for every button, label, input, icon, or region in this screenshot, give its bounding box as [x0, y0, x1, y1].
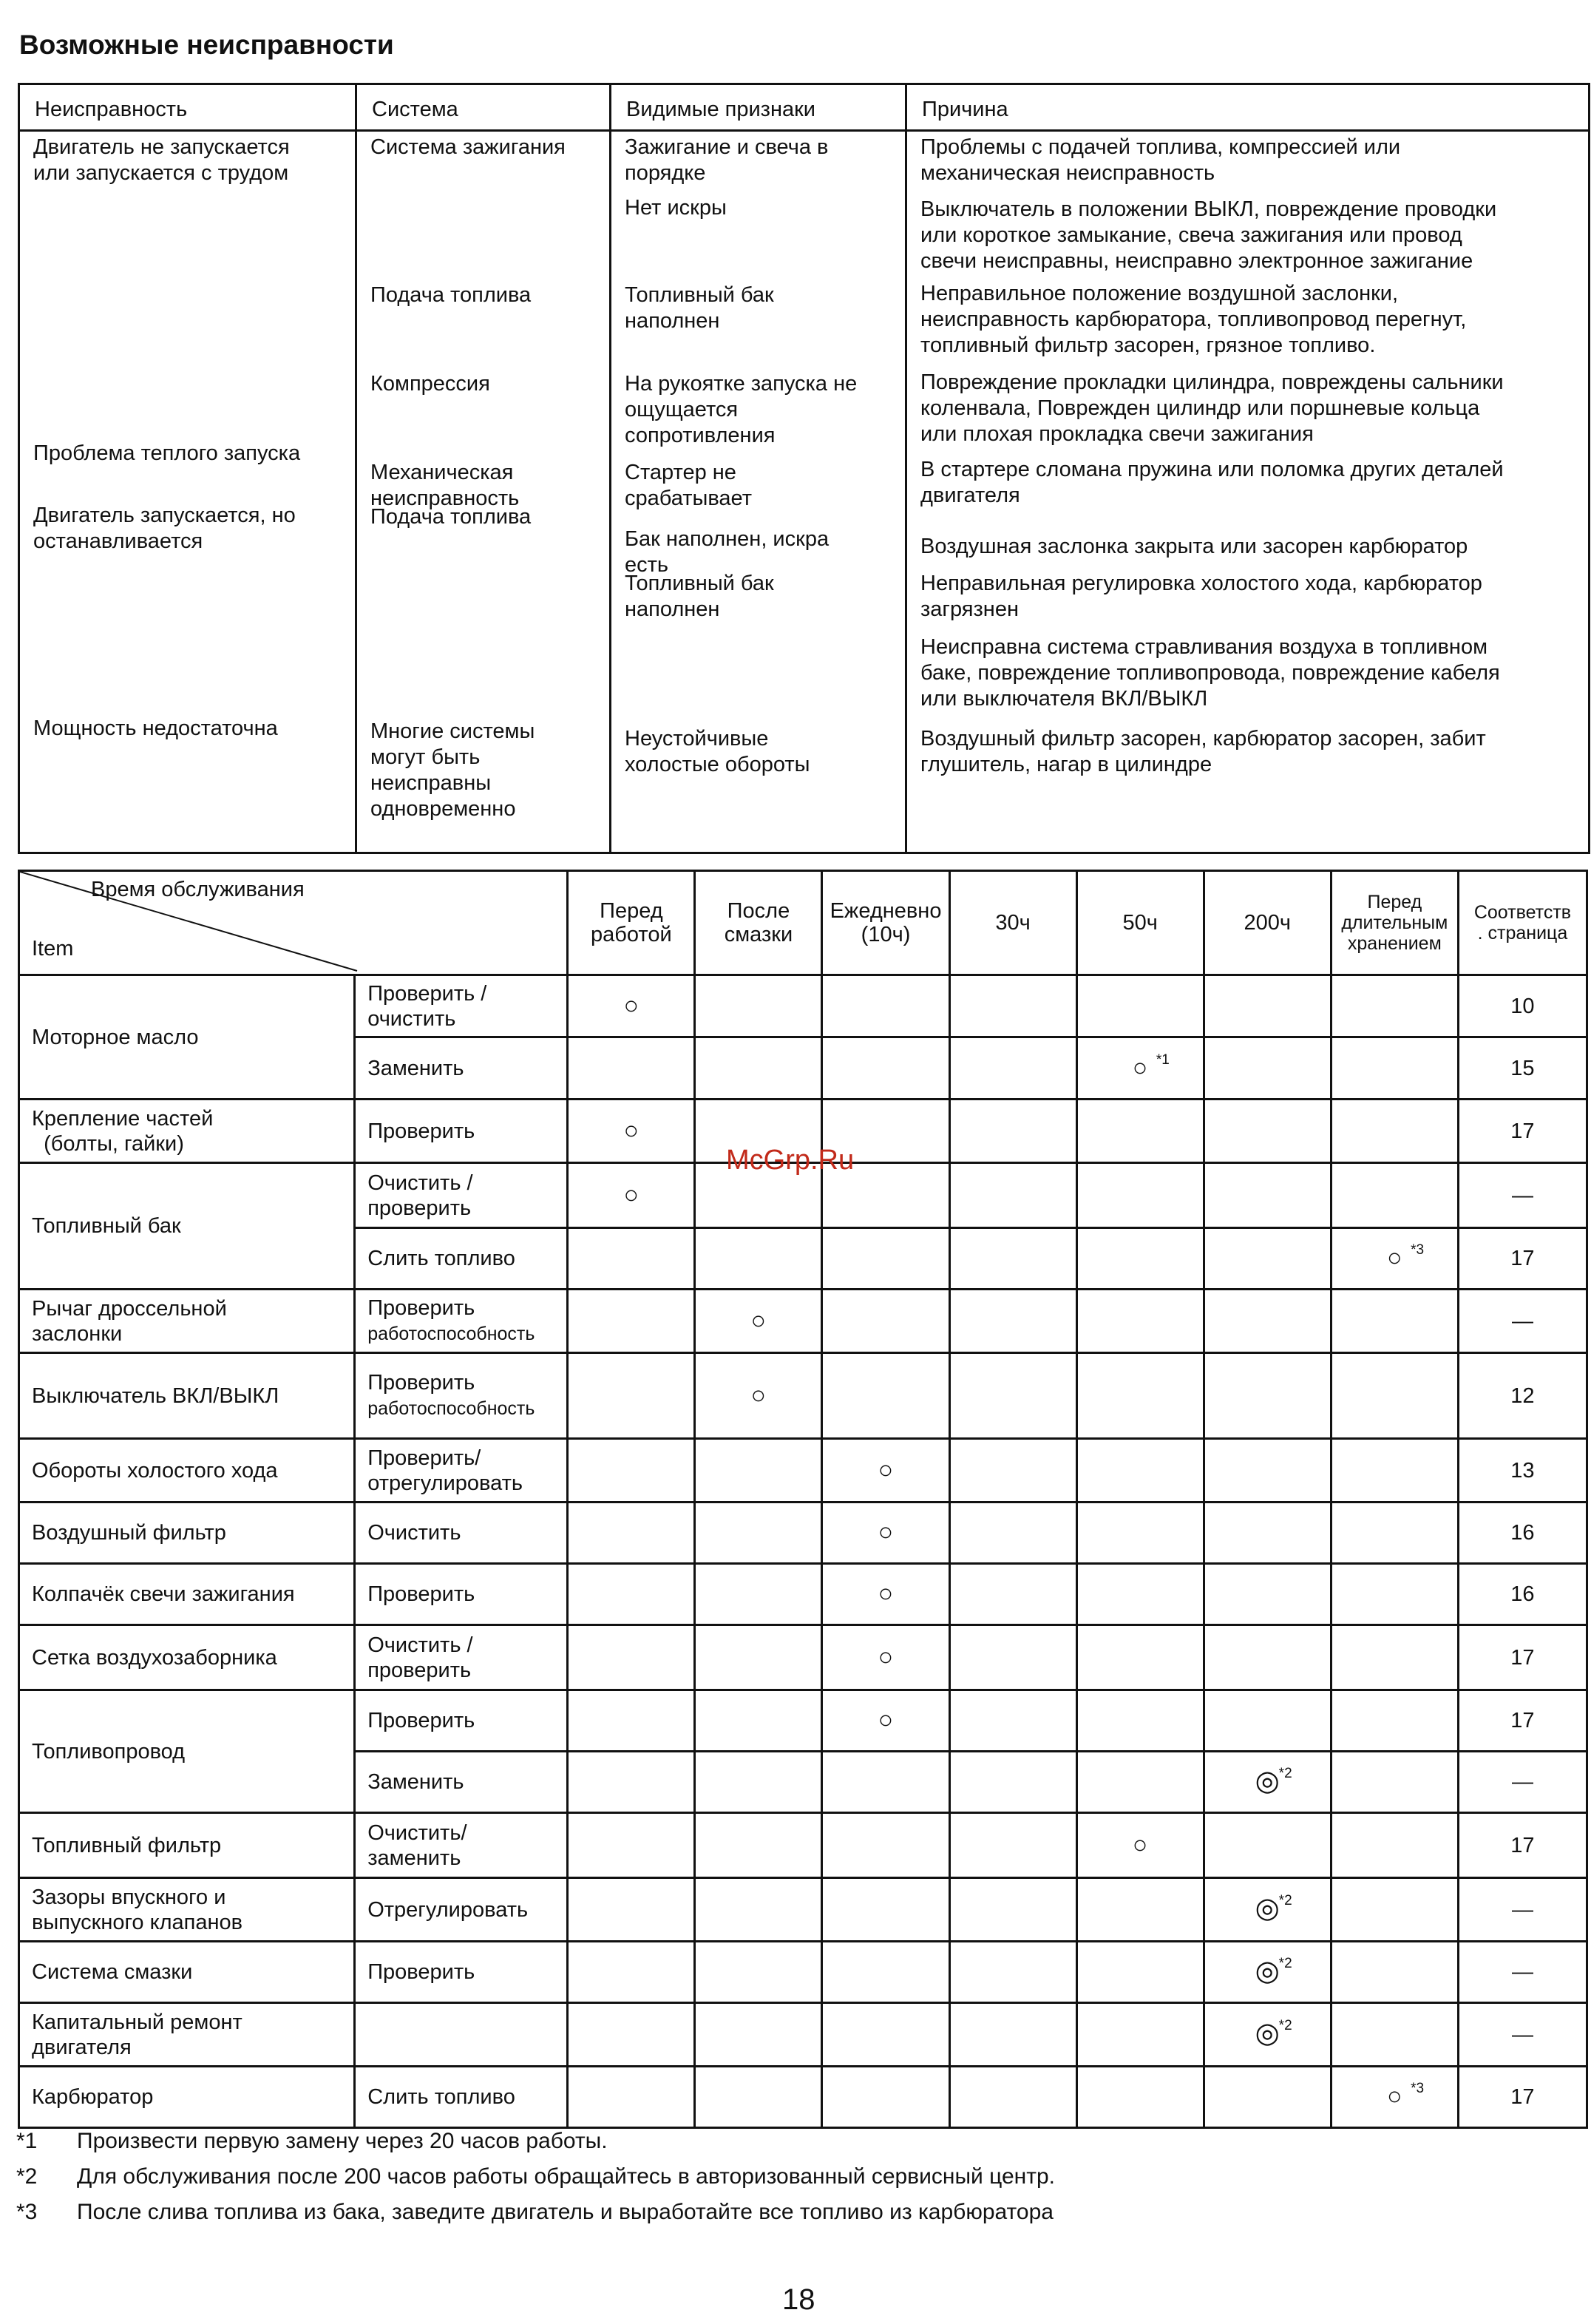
schedule-cell	[1076, 1878, 1204, 1942]
schedule-cell	[1204, 1353, 1331, 1439]
circle-mark: ○	[623, 991, 640, 1020]
schedule-cell	[822, 1564, 949, 1625]
page-title: Возможные неисправности	[19, 30, 394, 60]
schedule-cell	[568, 1037, 695, 1100]
action-cell: Проверить / очистить	[355, 975, 568, 1037]
footnote-key: *1	[16, 2129, 38, 2153]
trouble-entry: Проблема теплого запуска	[33, 441, 301, 465]
schedule-cell	[1331, 1037, 1458, 1100]
header-system: Система	[356, 84, 611, 131]
schedule-cell	[822, 975, 949, 1037]
schedule-cell	[949, 1439, 1076, 1503]
circle-mark: ○	[750, 1306, 767, 1335]
schedule-cell	[949, 1752, 1076, 1813]
action-cell: Проверить	[355, 1564, 568, 1625]
action-cell: Очистить / проверить	[355, 1625, 568, 1690]
schedule-cell	[1076, 1228, 1204, 1290]
trouble-entry: Механическая неисправность	[370, 461, 520, 510]
schedule-cell	[1331, 1813, 1458, 1878]
table-row	[19, 1942, 1587, 2003]
trouble-entry: Повреждение прокладки цилиндра, повреждены сальники коленвала, Поврежден цилиндр или поршневые кольца или плохая прокладка свечи зажигания	[920, 370, 1504, 446]
circle-mark: ○ *3	[1387, 2081, 1425, 2110]
footnote	[16, 2195, 1055, 2230]
trouble-entry: Проблемы с подачей топлива, компрессией или механическая неисправность	[920, 135, 1401, 185]
schedule-cell	[1331, 1878, 1458, 1942]
schedule-cell	[822, 1942, 949, 2003]
schedule-cell	[568, 1942, 695, 2003]
schedule-cell	[1204, 2003, 1331, 2067]
col-50h: 50ч	[1076, 871, 1204, 975]
schedule-cell	[949, 1813, 1076, 1878]
maintenance-table	[18, 870, 1588, 2129]
table-row	[19, 975, 1587, 1037]
table-row	[19, 1690, 1587, 1752]
footnote	[16, 2124, 1055, 2159]
table-row	[19, 2003, 1587, 2067]
item-cell: Обороты холостого хода	[19, 1439, 355, 1503]
schedule-cell	[568, 1100, 695, 1163]
schedule-cell	[568, 2067, 695, 2128]
schedule-cell	[568, 1813, 695, 1878]
schedule-cell	[695, 1942, 822, 2003]
schedule-cell	[568, 1752, 695, 1813]
schedule-cell	[1331, 1564, 1458, 1625]
page-ref-cell: 17	[1458, 2067, 1587, 2128]
schedule-cell	[1204, 1228, 1331, 1290]
page-ref-cell: 16	[1458, 1503, 1587, 1564]
trouble-entry: Неправильное положение воздушной заслонки, неисправность карбюратора, топливопровод перегнут, топливный фильтр засорен, грязное топливо.	[920, 282, 1467, 357]
trouble-entry: Стартер не срабатывает	[625, 461, 752, 510]
action-cell: Слить топливо	[355, 2067, 568, 2128]
schedule-cell	[695, 1037, 822, 1100]
footnotes	[16, 2124, 1055, 2230]
schedule-cell	[1076, 2067, 1204, 2128]
trouble-entry: Двигатель не запускается или запускается с трудом	[33, 135, 290, 185]
schedule-cell	[1331, 1690, 1458, 1752]
trouble-entry: Многие системы могут быть неисправны одновременно	[370, 719, 535, 821]
circle-mark: ○ *1	[1132, 1051, 1170, 1082]
schedule-cell	[1204, 1878, 1331, 1942]
page-ref-cell: 12	[1458, 1353, 1587, 1439]
page-ref-cell: 17	[1458, 1690, 1587, 1752]
schedule-cell	[1076, 1439, 1204, 1503]
schedule-cell	[1204, 975, 1331, 1037]
schedule-cell	[822, 1503, 949, 1564]
time-label: Время обслуживания	[91, 878, 305, 901]
trouble-entry: Воздушный фильтр засорен, карбюратор засорен, забит глушитель, нагар в цилиндре	[920, 727, 1486, 776]
schedule-cell	[949, 1100, 1076, 1163]
table-row	[19, 1564, 1587, 1625]
action-cell: Проверить	[355, 1690, 568, 1752]
schedule-cell	[695, 2067, 822, 2128]
page-number: 18	[782, 2283, 815, 2316]
schedule-cell	[949, 1564, 1076, 1625]
schedule-cell	[1076, 1564, 1204, 1625]
schedule-cell	[1076, 1037, 1204, 1100]
item-cell: Топливный бак	[19, 1163, 355, 1290]
trouble-entry: Двигатель запускается, но останавливается	[33, 504, 296, 553]
schedule-cell	[822, 1752, 949, 1813]
trouble-entry: Топливный бак наполнен	[625, 283, 774, 333]
schedule-cell	[695, 1228, 822, 1290]
trouble-entry: Подача топлива	[370, 505, 532, 529]
footnote-text: Произвести первую замену через 20 часов работы.	[77, 2129, 608, 2153]
table-row	[19, 1878, 1587, 1942]
action-cell: Заменить	[355, 1037, 568, 1100]
schedule-cell	[568, 1625, 695, 1690]
schedule-cell	[949, 1353, 1076, 1439]
trouble-entry: Нет искры	[625, 196, 727, 220]
col-storage: Перед длительным хранением	[1331, 871, 1458, 975]
trouble-entry: Мощность недостаточна	[33, 716, 278, 740]
schedule-cell	[949, 1942, 1076, 2003]
schedule-cell	[1204, 1503, 1331, 1564]
page-ref-cell: —	[1458, 1878, 1587, 1942]
trouble-entry: Система зажигания	[370, 135, 566, 159]
schedule-cell	[949, 1163, 1076, 1228]
schedule-cell	[1331, 1353, 1458, 1439]
page-ref-cell: 15	[1458, 1037, 1587, 1100]
trouble-entry: Неисправна система стравливания воздуха в топливном баке, повреждение топливопровода, повреждение кабеля или выключателя ВКЛ/ВЫКЛ	[920, 635, 1500, 711]
schedule-cell	[695, 1813, 822, 1878]
circle-mark: ○	[623, 1116, 640, 1145]
schedule-cell	[1076, 1503, 1204, 1564]
schedule-cell	[695, 1752, 822, 1813]
footnote-text: Для обслуживания после 200 часов работы обращайтесь в авторизованный сервисный центр.	[77, 2164, 1055, 2189]
page-ref-cell: 16	[1458, 1564, 1587, 1625]
schedule-cell	[949, 1690, 1076, 1752]
schedule-cell	[568, 1228, 695, 1290]
action-cell: Проверить работоспособность	[355, 1353, 568, 1439]
schedule-cell	[1331, 1100, 1458, 1163]
page-ref-cell: —	[1458, 1942, 1587, 2003]
col-after-lube: После смазки	[695, 871, 822, 975]
schedule-cell	[568, 1503, 695, 1564]
schedule-cell	[1331, 975, 1458, 1037]
schedule-cell	[822, 1439, 949, 1503]
troubleshooting-table	[18, 83, 1590, 854]
action-cell: Проверить/ отрегулировать	[355, 1439, 568, 1503]
schedule-cell	[1076, 1813, 1204, 1878]
circle-mark: ○	[1132, 1830, 1148, 1859]
schedule-cell	[1331, 1752, 1458, 1813]
schedule-cell	[822, 2003, 949, 2067]
action-cell	[355, 2003, 568, 2067]
trouble-entry: Неправильная регулировка холостого хода, карбюратор загрязнен	[920, 572, 1482, 621]
schedule-cell	[695, 1439, 822, 1503]
circle-mark: ○	[878, 1706, 894, 1734]
table-row	[19, 2067, 1587, 2128]
item-cell: Карбюратор	[19, 2067, 355, 2128]
schedule-cell	[1204, 1942, 1331, 2003]
schedule-cell	[1204, 1439, 1331, 1503]
schedule-cell	[1204, 1037, 1331, 1100]
symptoms-column	[611, 131, 906, 853]
page-ref-cell: 13	[1458, 1439, 1587, 1503]
item-cell: Капитальный ремонт двигателя	[19, 2003, 355, 2067]
schedule-cell	[568, 1564, 695, 1625]
schedule-cell	[1076, 1353, 1204, 1439]
action-cell: Отрегулировать	[355, 1878, 568, 1942]
page-ref-cell: 17	[1458, 1813, 1587, 1878]
schedule-cell	[822, 1690, 949, 1752]
trouble-entry: Неустойчивые холостые обороты	[625, 727, 810, 776]
page-ref-cell: —	[1458, 1752, 1587, 1813]
schedule-cell	[695, 1503, 822, 1564]
schedule-cell	[1331, 1228, 1458, 1290]
cause-column	[906, 131, 1590, 853]
action-cell: Проверить работоспособность	[355, 1290, 568, 1353]
schedule-cell	[1331, 1503, 1458, 1564]
page-ref-cell: 17	[1458, 1625, 1587, 1690]
page-ref-cell: 10	[1458, 975, 1587, 1037]
schedule-cell	[1331, 1942, 1458, 2003]
schedule-cell	[568, 1439, 695, 1503]
item-cell: Моторное масло	[19, 975, 355, 1100]
item-cell: Колпачёк свечи зажигания	[19, 1564, 355, 1625]
schedule-cell	[949, 2003, 1076, 2067]
trouble-entry: В стартере сломана пружина или поломка других деталей двигателя	[920, 458, 1504, 507]
schedule-cell	[1076, 975, 1204, 1037]
action-cell: Очистить/ заменить	[355, 1813, 568, 1878]
trouble-entry: Компрессия	[370, 372, 490, 396]
footnote-key: *3	[16, 2200, 38, 2224]
item-cell: Топливопровод	[19, 1690, 355, 1813]
schedule-cell	[822, 1290, 949, 1353]
item-cell: Зазоры впускного и выпускного клапанов	[19, 1878, 355, 1942]
schedule-cell	[1331, 1625, 1458, 1690]
table-row	[19, 1353, 1587, 1439]
schedule-cell	[1331, 1290, 1458, 1353]
col-daily: Ежедневно (10ч)	[822, 871, 949, 975]
item-cell: Выключатель ВКЛ/ВЫКЛ	[19, 1353, 355, 1439]
header-fault: Неисправность	[19, 84, 356, 131]
schedule-cell	[949, 1878, 1076, 1942]
page-ref-cell: —	[1458, 2003, 1587, 2067]
schedule-cell	[1204, 1813, 1331, 1878]
col-200h: 200ч	[1204, 871, 1331, 975]
schedule-cell	[949, 1037, 1076, 1100]
schedule-cell	[822, 1813, 949, 1878]
schedule-cell	[1204, 2067, 1331, 2128]
schedule-cell	[695, 1625, 822, 1690]
action-cell: Заменить	[355, 1752, 568, 1813]
system-column	[356, 131, 611, 853]
table-row	[19, 1503, 1587, 1564]
schedule-cell	[822, 2067, 949, 2128]
circle-mark: ○	[878, 1455, 894, 1484]
schedule-cell	[695, 1353, 822, 1439]
schedule-cell	[1331, 1439, 1458, 1503]
schedule-cell	[695, 1878, 822, 1942]
header-symptoms: Видимые признаки	[611, 84, 906, 131]
schedule-cell	[1204, 1290, 1331, 1353]
schedule-cell	[1331, 1163, 1458, 1228]
fault-column	[19, 131, 356, 853]
schedule-cell	[949, 1503, 1076, 1564]
header-cause: Причина	[906, 84, 1590, 131]
schedule-cell	[568, 1163, 695, 1228]
schedule-cell	[695, 1290, 822, 1353]
item-cell: Рычаг дроссельной заслонки	[19, 1290, 355, 1353]
schedule-cell	[822, 1353, 949, 1439]
col-page: Соответств . страница	[1458, 871, 1587, 975]
footnote-key: *2	[16, 2164, 38, 2189]
double-circle-mark: ◎ *2	[1255, 1893, 1292, 1924]
page-ref-cell: —	[1458, 1163, 1587, 1228]
schedule-cell	[1331, 2067, 1458, 2128]
trouble-entry: Бак наполнен, искра есть	[625, 527, 830, 577]
schedule-cell	[1076, 1163, 1204, 1228]
schedule-cell	[949, 1228, 1076, 1290]
footnote	[16, 2159, 1055, 2195]
action-cell: Очистить	[355, 1503, 568, 1564]
schedule-cell	[1204, 1163, 1331, 1228]
item-cell: Крепление частей (болты, гайки)	[19, 1100, 355, 1163]
schedule-cell	[695, 975, 822, 1037]
action-cell: Очистить / проверить	[355, 1163, 568, 1228]
schedule-cell	[695, 2003, 822, 2067]
schedule-cell	[949, 1625, 1076, 1690]
footnote-text: После слива топлива из бака, заведите двигатель и выработайте все топливо из карбюратора	[77, 2200, 1054, 2224]
double-circle-mark: ◎ *2	[1255, 1765, 1292, 1797]
schedule-cell	[822, 1625, 949, 1690]
schedule-cell	[949, 2067, 1076, 2128]
trouble-entry: Выключатель в положении ВЫКЛ, повреждение проводки или короткое замыкание, свеча зажигания или провод свечи неисправны, неисправно электронное зажигание	[920, 197, 1497, 273]
schedule-cell	[822, 1228, 949, 1290]
double-circle-mark: ◎ *2	[1255, 1955, 1292, 1987]
action-cell: Проверить	[355, 1100, 568, 1163]
schedule-cell	[822, 1878, 949, 1942]
item-cell: Сетка воздухозаборника	[19, 1625, 355, 1690]
trouble-entry: Подача топлива	[370, 283, 532, 307]
trouble-entry: Топливный бак наполнен	[625, 572, 774, 621]
item-cell: Система смазки	[19, 1942, 355, 2003]
page-ref-cell: 17	[1458, 1228, 1587, 1290]
circle-mark: ○	[750, 1380, 767, 1409]
schedule-cell	[1076, 2003, 1204, 2067]
schedule-cell	[822, 1037, 949, 1100]
schedule-cell	[949, 975, 1076, 1037]
trouble-entry: На рукоятке запуска не ощущается сопротивления	[625, 372, 858, 447]
schedule-cell	[1076, 1942, 1204, 2003]
header-diagonal-cell	[20, 872, 566, 974]
table-row	[19, 1625, 1587, 1690]
schedule-cell	[568, 1353, 695, 1439]
schedule-cell	[1204, 1564, 1331, 1625]
schedule-cell	[1331, 2003, 1458, 2067]
schedule-cell	[568, 975, 695, 1037]
circle-mark: ○	[623, 1180, 640, 1209]
watermark: McGrp.Ru	[726, 1145, 855, 1176]
double-circle-mark: ◎ *2	[1255, 2018, 1292, 2049]
trouble-entry: Зажигание и свеча в порядке	[625, 135, 829, 185]
schedule-cell	[695, 1564, 822, 1625]
table-row	[19, 1439, 1587, 1503]
schedule-cell	[1204, 1100, 1331, 1163]
schedule-cell	[568, 1290, 695, 1353]
item-cell: Воздушный фильтр	[19, 1503, 355, 1564]
circle-mark: ○ *3	[1387, 1242, 1425, 1272]
circle-mark: ○	[878, 1579, 894, 1608]
schedule-cell	[949, 1290, 1076, 1353]
schedule-cell	[568, 1690, 695, 1752]
trouble-entry: Воздушная заслонка закрыта или засорен карбюратор	[920, 535, 1468, 558]
schedule-cell	[1076, 1752, 1204, 1813]
schedule-cell	[568, 2003, 695, 2067]
schedule-cell	[695, 1690, 822, 1752]
item-cell: Топливный фильтр	[19, 1813, 355, 1878]
action-cell: Проверить	[355, 1942, 568, 2003]
schedule-cell	[1076, 1100, 1204, 1163]
item-label: Item	[32, 937, 74, 961]
table-row	[19, 1813, 1587, 1878]
page-ref-cell: —	[1458, 1290, 1587, 1353]
page-ref-cell: 17	[1458, 1100, 1587, 1163]
schedule-cell	[1076, 1290, 1204, 1353]
col-before-work: Перед работой	[568, 871, 695, 975]
schedule-cell	[1076, 1625, 1204, 1690]
schedule-cell	[1204, 1625, 1331, 1690]
schedule-cell	[568, 1878, 695, 1942]
circle-mark: ○	[878, 1642, 894, 1671]
schedule-cell	[1204, 1752, 1331, 1813]
table-row	[19, 1290, 1587, 1353]
circle-mark: ○	[878, 1518, 894, 1546]
schedule-cell	[1076, 1690, 1204, 1752]
action-cell: Слить топливо	[355, 1228, 568, 1290]
schedule-cell	[1204, 1690, 1331, 1752]
col-30h: 30ч	[949, 871, 1076, 975]
